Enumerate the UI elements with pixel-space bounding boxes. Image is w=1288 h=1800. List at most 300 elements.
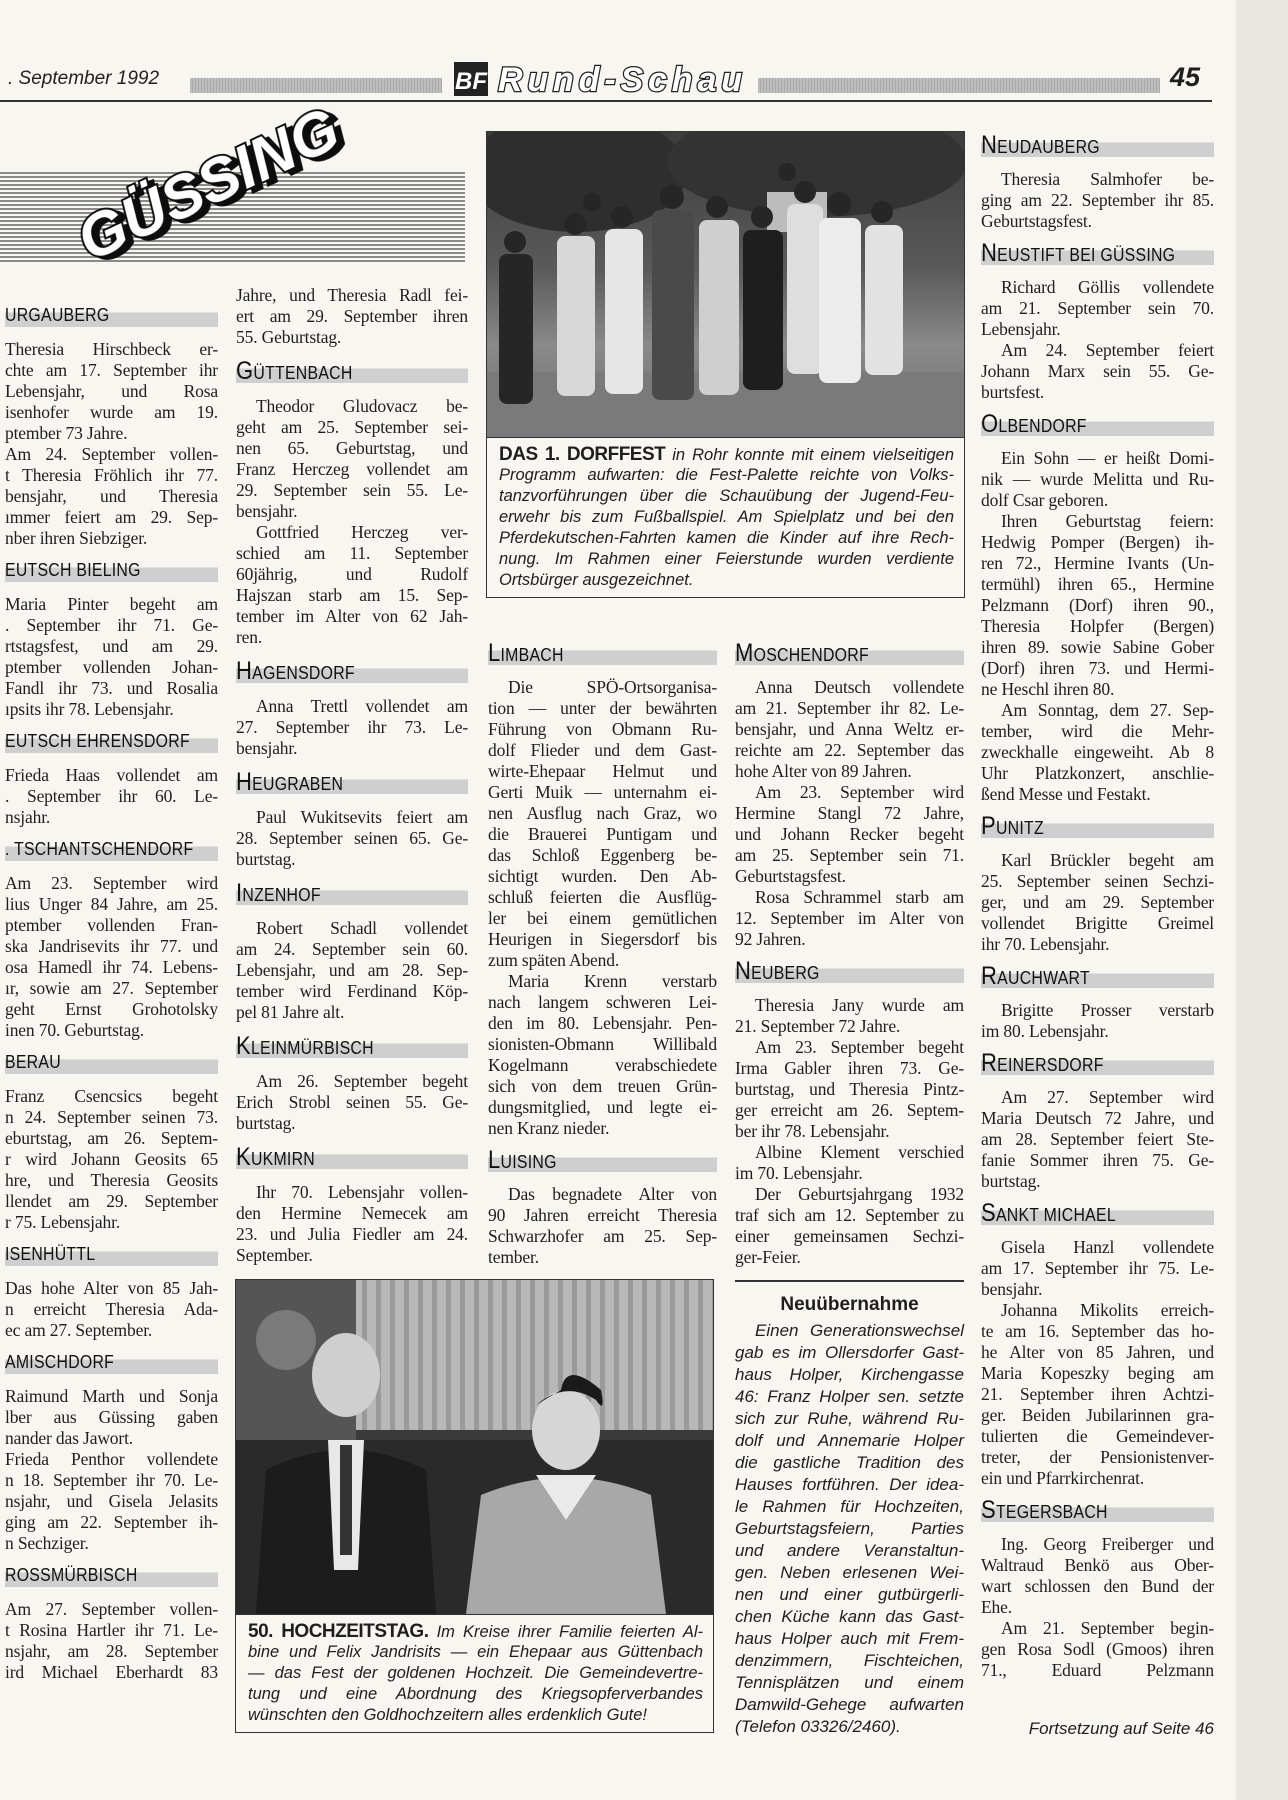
place-heading-text: KLEINMÜRBISCH [236, 1032, 374, 1060]
paragraph [5, 594, 218, 720]
place-heading [488, 640, 717, 667]
text-line: haus Holper auch mit Frem- [735, 1629, 964, 1648]
text-line: osa Hamedl ihr 74. Lebens- [5, 957, 218, 977]
text-line: Theresia Salmhofer be- [1001, 169, 1214, 189]
paragraph [5, 1599, 218, 1683]
place-heading-text: NEUDAUBERG [981, 131, 1100, 159]
paragraph [981, 1087, 1214, 1192]
text-line: lber aus Güssing gaben [5, 1407, 218, 1427]
text-line: hre, und Theresia Geosits [5, 1170, 218, 1190]
text-line: (Dorf) ihren 73. und Hermi- [981, 658, 1214, 678]
section-logo-gussing [0, 96, 470, 282]
text-line: 46: Franz Holper sen. setzte [735, 1387, 964, 1406]
caption-line: — das Fest der goldenen Hochzeit. Die Gemeindevertre- [248, 1664, 703, 1682]
paragraph [5, 873, 218, 1041]
text-line: wart schlossen den Bund der [981, 1576, 1214, 1596]
text-line: Geburtstagsfest. [981, 211, 1092, 231]
text-line: tember im Alter von 62 Jah- [236, 606, 468, 626]
text-line: lius Unger 84 Jahre, am 25. [5, 894, 218, 914]
paragraph [981, 1618, 1214, 1681]
caption-line: nung. Im Rahmen einer Feierstunde wurden verdiente [499, 550, 954, 568]
place-heading-text: NEUBERG [735, 957, 820, 985]
text-line: ptember 73 Jahre. [5, 423, 128, 443]
text-line: Ihr 70. Lebensjahr vollen- [256, 1182, 468, 1202]
text-line: Tennisplätzen und einem [735, 1673, 964, 1692]
text-line: Franz Herczeg vollendet am [236, 459, 468, 479]
text-line: termühl) ihren 65., Hermine [981, 574, 1214, 594]
paragraph [981, 1237, 1214, 1300]
place-heading [735, 958, 964, 985]
text-line: Frieda Penthor vollendete [5, 1449, 218, 1469]
paragraph [981, 277, 1214, 340]
place-heading-text: KUKMIRN [236, 1143, 316, 1171]
caption-line: tung und eine Abordnung des Kriegsopferverbandes [248, 1685, 703, 1703]
text-line: Führung von Obmann Ru- [488, 719, 717, 739]
place-heading-text: EUTSCH BIELING [5, 560, 141, 580]
place-heading [981, 813, 1214, 840]
caption-line: Pferdekutschen-Fahrten kamen die Kinder auf ihre Rech- [499, 529, 954, 547]
text-line: nsjahr. [5, 807, 51, 827]
text-line: Franz Csencsics begeht [5, 1086, 218, 1106]
place-heading-text: . TSCHANTSCHENDORF [5, 839, 194, 859]
place-heading [5, 1241, 218, 1268]
text-line: denzimmern, Fischteichen, [735, 1651, 964, 1670]
photo-dorffest [487, 132, 964, 437]
text-line: Geburtstagsfeiern, Parties [735, 1519, 964, 1538]
text-line: dolf Csar geboren. [981, 490, 1109, 510]
text-line: Jahre, und Theresia Radl fei- [236, 285, 468, 305]
place-heading-text: AMISCHDORF [5, 1352, 115, 1372]
paragraph [981, 1000, 1214, 1042]
paragraph [488, 677, 717, 971]
text-line: geht Ernst Grohotolsky [5, 999, 218, 1019]
text-line: nen 65. Geburtstag, und [236, 438, 468, 458]
place-heading [236, 769, 468, 796]
text-line: Maria Deutsch 72 Jahre, und [981, 1108, 1214, 1128]
paragraph [236, 1071, 468, 1134]
paragraph [981, 1534, 1214, 1618]
text-line: 28. September seinen 65. Ge- [236, 828, 468, 848]
paragraph [236, 522, 468, 648]
text-line: gen. Neben erlesenen Wei- [735, 1563, 964, 1582]
paragraph [236, 396, 468, 522]
text-line: Das hohe Alter von 85 Jah- [5, 1278, 218, 1298]
paragraph [981, 511, 1214, 700]
text-line: ptember vollenden Johan- [5, 657, 218, 677]
text-line: burtstag, und Theresia Pintz- [735, 1079, 964, 1099]
place-heading-text: RAUCHWART [981, 962, 1090, 990]
text-line: ird Michael Eberhardt 83 [5, 1662, 218, 1682]
text-line: sichtigt wurden. Den Ab- [488, 866, 717, 886]
place-heading-text: MOSCHENDORF [735, 639, 869, 667]
text-line: Erich Strobl seinen 55. Ge- [236, 1092, 468, 1112]
text-line: Damwild-Gehege aufwarten [735, 1695, 964, 1714]
text-line: Robert Schadl vollendet [256, 918, 468, 938]
text-line: Am 23. September begeht [755, 1037, 964, 1057]
text-line: Der Geburtsjahrgang 1932 [755, 1184, 964, 1204]
text-line: ıpsits ihr 78. Lebensjahr. [5, 699, 174, 719]
caption-lead: 50. HOCHZEITSTAG. [248, 1621, 429, 1642]
text-line: Waltraud Benkö aus Ober- [981, 1555, 1214, 1575]
text-line: den Hermine Nemecek am [236, 1203, 468, 1223]
text-line: nach langem schweren Lei- [488, 992, 717, 1012]
text-line: am 24. September sein 60. [236, 939, 468, 959]
text-line: ger-Feier. [735, 1247, 801, 1267]
paragraph [488, 971, 717, 1139]
place-heading-text: INZENHOF [236, 879, 321, 907]
text-line: te am 16. September das ho- [981, 1321, 1214, 1341]
text-line: fanie Sommer ihren 75. Ge- [981, 1150, 1214, 1170]
text-line: Einen Generationswechsel [755, 1321, 964, 1340]
paragraph [5, 1278, 218, 1341]
text-line: Uhr Platzkonzert, anschlie- [981, 763, 1214, 783]
text-line: Johann Marx sein 55. Ge- [981, 361, 1214, 381]
text-line: schied am 11. September [236, 543, 468, 563]
text-line: einer gemeinsamen Sechzi- [735, 1226, 964, 1246]
rundschau-logo [452, 56, 748, 100]
paragraph [5, 339, 218, 444]
text-line: bensjahr, und Anna Weltz er- [735, 719, 964, 739]
text-line: ptember vollenden Fran- [5, 915, 218, 935]
issue-date: . September 1992 [8, 68, 160, 89]
text-line: 27. September ihr 73. Le- [236, 717, 468, 737]
text-line: Am 24. September vollen- [5, 444, 218, 464]
caption-line: tanzvorführungen über die Schauübung der Jugend-Feu- [499, 487, 954, 505]
text-line: Theresia Jany wurde am [755, 995, 964, 1015]
text-line: nander das Jawort. [5, 1428, 134, 1448]
place-heading [236, 880, 468, 907]
text-line: ber ihr 78. Lebensjahr. [735, 1121, 890, 1141]
text-line: ler bei einem gemütlichen [488, 908, 717, 928]
caption-text: Im Kreise ihrer Familie feierten Al- [428, 1623, 704, 1641]
text-line: Hajszan starb am 15. Sep- [236, 585, 468, 605]
place-heading-text: URGAUBERG [5, 305, 110, 325]
text-line: 23. und Julia Fiedler am 24. [236, 1224, 468, 1244]
caption-text: in Rohr konnte mit einem vielseitigen [665, 446, 954, 464]
photo-dorffest-box [486, 131, 965, 598]
text-line: am 25. September sein 71. [735, 845, 964, 865]
neuuebernahme-title: Neuübernahme [780, 1294, 919, 1315]
text-line: dolf Flieder und dem Gast- [488, 740, 717, 760]
text-line: Am Sonntag, dem 27. Sep- [1001, 700, 1214, 720]
text-line: t Theresia Fröhlich ihr 77. [5, 465, 218, 485]
text-line: vollendet Brigitte Greimel [981, 913, 1214, 933]
text-line: sich zur Ruhe, während Ru- [735, 1409, 964, 1428]
text-line: 29. September sein 55. Le- [236, 480, 468, 500]
text-line: Theresia Hirschbeck er- [5, 339, 218, 359]
logo-title: Rund-Schau [498, 61, 742, 99]
place-heading [236, 1033, 468, 1060]
place-heading [488, 1147, 717, 1174]
paragraph [236, 918, 468, 1023]
text-line: Hauses fortführen. Der idea- [735, 1475, 964, 1494]
text-line: 21. September ihren Achtzi- [981, 1384, 1214, 1404]
text-line: n 18. September ihr 70. Le- [5, 1470, 218, 1490]
text-line: sionisten-Obmann Willibald [488, 1034, 717, 1054]
neuuebernahme-rule [735, 1280, 964, 1282]
text-line: 21. September 72 Jahre. [735, 1016, 901, 1036]
text-line: Gisela Hanzl vollendete [1001, 1237, 1214, 1257]
place-heading-text: EUTSCH EHRENSDORF [5, 731, 190, 751]
column-2 [236, 285, 468, 1266]
text-line: Richard Göllis vollendete [1001, 277, 1214, 297]
text-line: Ing. Georg Freiberger und [1001, 1534, 1214, 1554]
text-line: n Sechziger. [5, 1533, 89, 1553]
paragraph [735, 887, 964, 950]
text-line: ne Heschl ihren 80. [981, 679, 1115, 699]
text-line: die gastliche Tradition des [735, 1453, 964, 1472]
text-line: Gottfried Herczeg ver- [256, 522, 468, 542]
text-line: nsjahr, und Gisela Jelasits [5, 1491, 218, 1511]
text-line: Ihren Geburtstag feiern: [1001, 511, 1214, 531]
page-number: 45 [1170, 62, 1201, 92]
caption-line: Ortsbürger ausgezeichnet. [499, 571, 694, 589]
text-line: ska Jandrisevits ihr 77. und [5, 936, 218, 956]
section-title: GÜSSING [67, 96, 347, 274]
paragraph [5, 1449, 218, 1554]
text-line: Schwarzhofer am 25. Sep- [488, 1226, 717, 1246]
neuuebernahme-box [735, 1290, 964, 1738]
text-line: eburtstag, am 26. Septem- [5, 1128, 218, 1148]
caption-line [248, 1621, 703, 1642]
text-line: Lebensjahr, und am 28. Sep- [236, 960, 468, 980]
place-heading [236, 1144, 468, 1171]
paragraph [981, 1300, 1214, 1489]
text-line: Paul Wukitsevits feiert am [256, 807, 468, 827]
header-rule-left [190, 78, 442, 93]
text-line: die Brauerei Puntigam und [488, 824, 717, 844]
text-line: burtstag. [236, 1113, 296, 1133]
text-line: bensjahr. [981, 1279, 1043, 1299]
text-line: Das begnadete Alter von [508, 1184, 717, 1204]
caption-line: bine und Felix Jandrisits — ein Ehepaar aus Güttenbach [248, 1643, 703, 1661]
text-line: ger erreicht am 26. Septem- [735, 1100, 964, 1120]
text-line: burtsfest. [981, 382, 1045, 402]
caption-lead: DAS 1. DORFFEST [499, 444, 666, 465]
place-heading [5, 302, 218, 329]
text-line: traf sich am 12. September zu [735, 1205, 964, 1225]
text-line: ren 72., Hermine Ivants (Un- [981, 553, 1214, 573]
text-line: ır, sowie am 27. September [5, 978, 218, 998]
continuation-note: Fortsetzung auf Seite 46 [1028, 1719, 1214, 1738]
paragraph [981, 169, 1214, 232]
text-line: Ein Sohn — er heißt Domi- [1001, 448, 1214, 468]
paragraph [735, 995, 964, 1037]
header-divider [0, 100, 1212, 102]
place-heading [5, 1562, 218, 1589]
caption-line: erwehr bis zum Fußballspiel. Am Spielplatz und bei den [499, 508, 954, 526]
text-line: Rosa Schrammel starb am [755, 887, 964, 907]
paragraph [981, 340, 1214, 403]
text-line: geht am 25. September sei- [236, 417, 468, 437]
place-heading-text: HAGENSDORF [236, 657, 355, 685]
column-4 [735, 640, 964, 1268]
place-heading-text: ROSSMÜRBISCH [5, 1565, 138, 1585]
text-line: Frieda Haas vollendet am [5, 765, 218, 785]
place-heading [5, 836, 218, 863]
text-line: r wird Johann Geosits 65 [5, 1149, 218, 1169]
text-line: reichte am 22. September das [735, 740, 964, 760]
text-line: chte am 17. September ihr [5, 360, 218, 380]
paragraph [5, 1086, 218, 1233]
text-line: Am 27. September vollen- [5, 1599, 218, 1619]
column-5 [981, 132, 1214, 1681]
place-heading [981, 240, 1214, 267]
paragraph [5, 1386, 218, 1449]
text-line: isenhofer wurde am 19. [5, 402, 218, 422]
text-line: im 80. Lebensjahr. [981, 1021, 1109, 1041]
text-line: haus Holper, Kirchengasse [735, 1365, 964, 1384]
place-heading [5, 728, 218, 755]
text-line: Anna Trettl vollendet am [256, 696, 468, 716]
text-line: burtstag. [236, 849, 296, 869]
paragraph [236, 807, 468, 870]
place-heading [236, 358, 468, 385]
text-line: das Schloß Eggenberg be- [488, 845, 717, 865]
text-line: nen und einer gutbürgerli- [735, 1585, 964, 1604]
photo-dorffest-caption [487, 437, 964, 597]
text-line: nen Ausflug nach Graz, wo [488, 803, 717, 823]
text-line: n 24. September seinen 73. [5, 1107, 218, 1127]
text-line: tulierten die Gemeindever- [981, 1426, 1214, 1446]
text-line: 60jährig, und Rudolf [236, 564, 468, 584]
place-heading [5, 1049, 218, 1076]
text-line: Heurigen in Siegersdorf bis [488, 929, 717, 949]
text-line: ert am 29. September ihren [236, 306, 468, 326]
text-line: Kogelmann verabschiedete [488, 1055, 717, 1075]
paragraph [735, 1037, 964, 1142]
text-line: September. [236, 1245, 313, 1265]
paragraph [981, 448, 1214, 511]
text-line: le Rahmen für Hochzeiten, [735, 1497, 964, 1516]
text-line: am 28. September feiert Ste- [981, 1129, 1214, 1149]
place-heading [981, 411, 1214, 438]
text-line: r 75. Lebensjahr. [5, 1212, 121, 1232]
caption-line [499, 444, 954, 465]
text-line: Karl Brückler begeht am [1001, 850, 1214, 870]
text-line: . September ihr 60. Le- [5, 786, 218, 806]
text-line: nber ihren Siebziger. [5, 528, 148, 548]
text-line: Am 24. September feiert [1001, 340, 1214, 360]
text-line: tion — unter der bewährten [488, 698, 717, 718]
paragraph [236, 285, 468, 348]
text-line: ßend Messe und Festakt. [981, 784, 1151, 804]
text-line: treter, der Pensionistenver- [981, 1447, 1214, 1467]
place-heading-text: NEUSTIFT BEI GÜSSING [981, 239, 1176, 267]
text-line: Maria Kopeszky beging am [981, 1363, 1214, 1383]
text-line: ihr 70. Lebensjahr. [981, 934, 1110, 954]
text-line: nen Kranz nieder. [488, 1118, 610, 1138]
place-heading-text: OLBENDORF [981, 410, 1087, 438]
text-line: und andere Veranstaltun- [735, 1541, 964, 1560]
text-line: ging am 22. September ih- [5, 1512, 218, 1532]
place-heading [981, 1497, 1214, 1524]
place-heading-text: BERAU [5, 1052, 61, 1072]
place-heading-text: LIMBACH [488, 639, 564, 667]
text-line: am 17. September ihr 75. Le- [981, 1258, 1214, 1278]
paragraph [981, 700, 1214, 805]
text-line: ging am 22. September ihr 85. [981, 190, 1214, 210]
paragraph [488, 1184, 717, 1268]
text-line: tember, wird die Mehr- [981, 721, 1214, 741]
text-line: 71., Eduard Pelzmann [981, 1660, 1214, 1680]
text-line: gab es im Ollersdorfer Gast- [735, 1343, 964, 1362]
place-heading [981, 1200, 1214, 1227]
place-heading [981, 963, 1214, 990]
text-line: bensjahr. [236, 501, 298, 521]
paragraph [236, 1182, 468, 1266]
place-heading-text: REINERSDORF [981, 1049, 1104, 1077]
text-line: t Rosina Hartler ihr 71. Le- [5, 1620, 218, 1640]
text-line: Ehe. [981, 1597, 1012, 1617]
text-line: gen Rosa Sodl (Gmoos) ihren [981, 1639, 1214, 1659]
text-line: 25. September seinen Sechzi- [981, 871, 1214, 891]
header-rule-right [758, 78, 1160, 93]
text-line: tember. [488, 1247, 539, 1267]
paragraph [735, 1142, 964, 1184]
text-line: burtstag. [981, 1171, 1041, 1191]
text-line: bensjahr. [236, 738, 298, 758]
text-line: 90 Jahren erreicht Theresia [488, 1205, 717, 1225]
place-heading-text: ISENHÜTTL [5, 1244, 96, 1264]
text-line: hohe Alter von 89 Jahren. [735, 761, 912, 781]
text-line: Theresia Holpfer (Bergen) [981, 616, 1214, 636]
text-line: sich von dem treuen Grün- [488, 1076, 717, 1096]
place-heading-text: LUISING [488, 1146, 557, 1174]
text-line: nsjahr, am 28. September [5, 1641, 218, 1661]
text-line: Lebensjahr, und Rosa [5, 381, 218, 401]
text-line: ein und Pfarrkirchenrat. [981, 1468, 1145, 1488]
photo-hochzeit [236, 1280, 713, 1614]
text-line: Gerti Muik — unternahm ei- [488, 782, 717, 802]
place-heading [981, 1050, 1214, 1077]
place-heading [236, 658, 468, 685]
logo-bf: BF [455, 68, 487, 95]
text-line: Johanna Mikolits erreich- [1001, 1300, 1214, 1320]
text-line: am 21. September ihr 82. Le- [735, 698, 964, 718]
text-line: im 70. Lebensjahr. [735, 1163, 863, 1183]
text-line: Am 27. September wird [1001, 1087, 1214, 1107]
place-heading-text: PUNITZ [981, 812, 1044, 840]
text-line: 92 Jahren. [735, 929, 806, 949]
paragraph [5, 765, 218, 828]
text-line: (Telefon 03326/2460). [735, 1717, 901, 1736]
paragraph [735, 1184, 964, 1268]
text-line: n erreicht Theresia Ada- [5, 1299, 218, 1319]
text-line: nik — wurde Melitta und Ru- [981, 469, 1214, 489]
text-line: ımmer feiert am 29. Sep- [5, 507, 218, 527]
paragraph [5, 444, 218, 549]
text-line: ren. [236, 627, 263, 647]
text-line: und Johann Recker begeht [735, 824, 964, 844]
place-heading [5, 557, 218, 584]
text-line: 12. September im Alter von [735, 908, 964, 928]
text-line: Irma Gabler ihren 73. Ge- [735, 1058, 964, 1078]
photo-hochzeit-box [235, 1279, 714, 1733]
text-line: ec am 27. September. [5, 1320, 153, 1340]
text-line: bensjahr, und Theresia [5, 486, 218, 506]
column-1 [5, 302, 218, 1683]
text-line: Lebensjahr. [981, 319, 1061, 339]
text-line: ger, und am 29. September [981, 892, 1214, 912]
place-heading-text: HEUGRABEN [236, 768, 344, 796]
place-heading [735, 640, 964, 667]
text-line: Hedwig Pomper (Bergen) ih- [981, 532, 1214, 552]
text-line: rtstagsfest, und am 29. [5, 636, 218, 656]
text-line: Albine Klement verschied [755, 1142, 964, 1162]
text-line: Brigitte Prosser verstarb [1001, 1000, 1214, 1020]
place-heading [5, 1349, 218, 1376]
